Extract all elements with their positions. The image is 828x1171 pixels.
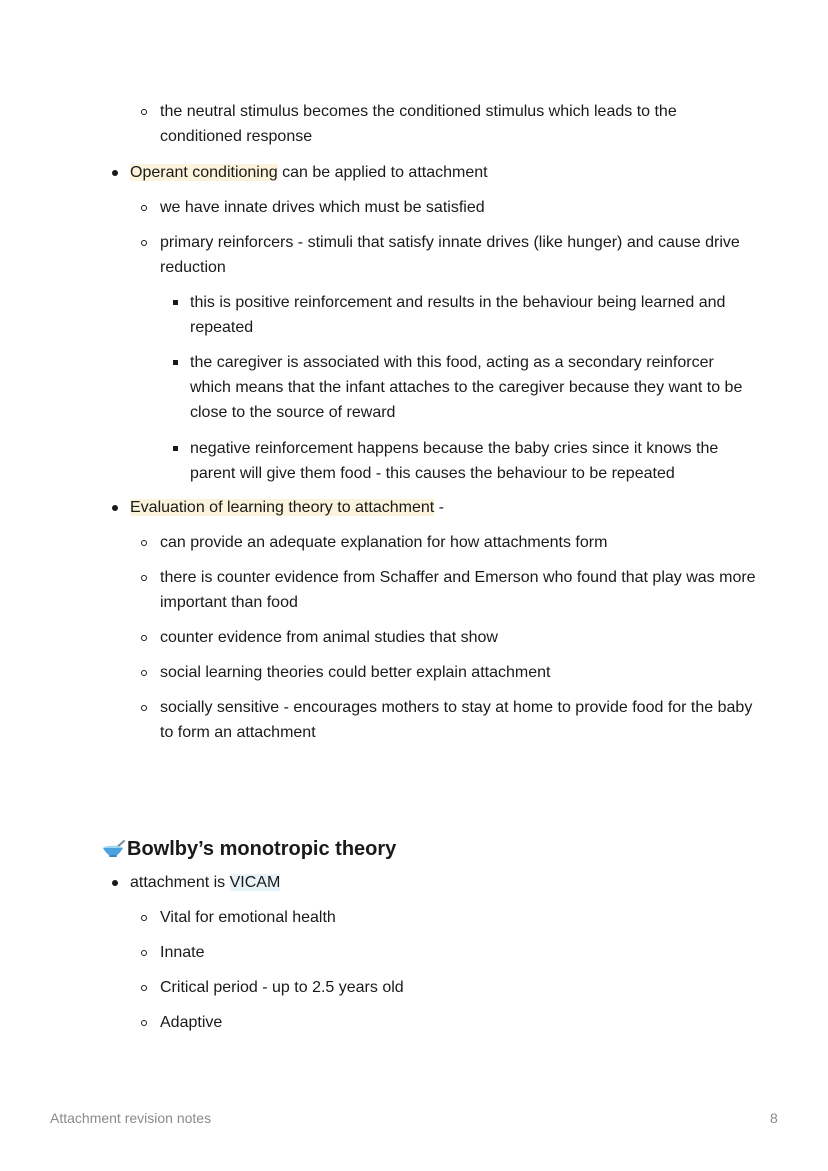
list-item: the caregiver is associated with this food, acting as a secondary reinforcer which means that the infant attaches to the caregiver because they want to be close to the source of reward: [190, 354, 743, 421]
heading-title: Bowlby’s monotropic theory: [127, 838, 397, 860]
circle-bullet-icon: [141, 705, 147, 711]
list-item-text: attachment is: [130, 874, 230, 891]
highlighted-term: Evaluation of learning theory to attachment: [130, 499, 435, 516]
list-item: this is positive reinforcement and results in the behaviour being learned and repeated: [190, 294, 726, 336]
footer-page-number: 8: [770, 1110, 778, 1126]
circle-bullet-icon: [141, 109, 147, 115]
list-item-text: -: [434, 499, 444, 516]
list-item: [130, 495, 770, 520]
circle-bullet-icon: [141, 575, 147, 581]
list-item: [130, 160, 770, 185]
list-item: negative reinforcement happens because the baby cries since it knows the parent will give them food - this causes the behaviour to be repeated: [190, 440, 719, 482]
list-item: there is counter evidence from Schaffer and Emerson who found that play was more important than food: [160, 569, 756, 611]
square-bullet-icon: [173, 300, 178, 305]
disc-bullet-icon: [112, 505, 118, 511]
bowl-spoon-icon: [102, 839, 126, 859]
list-item: the neutral stimulus becomes the conditioned stimulus which leads to the conditioned response: [160, 103, 677, 145]
highlighted-term: Operant conditioning: [130, 164, 278, 181]
disc-bullet-icon: [112, 880, 118, 886]
list-item: Vital for emotional health: [160, 909, 336, 926]
list-item: [130, 870, 770, 895]
list-item: social learning theories could better explain attachment: [160, 664, 551, 681]
circle-bullet-icon: [141, 1020, 147, 1026]
square-bullet-icon: [173, 360, 178, 365]
list-item: Critical period - up to 2.5 years old: [160, 979, 404, 996]
list-item: Adaptive: [160, 1014, 223, 1031]
circle-bullet-icon: [141, 985, 147, 991]
list-item: Innate: [160, 944, 205, 961]
footer-document-title: Attachment revision notes: [50, 1110, 212, 1126]
list-item: we have innate drives which must be satisfied: [160, 199, 485, 216]
circle-bullet-icon: [141, 540, 147, 546]
circle-bullet-icon: [141, 950, 147, 956]
list-item-text: can be applied to attachment: [277, 164, 488, 181]
highlighted-term: VICAM: [229, 874, 281, 891]
disc-bullet-icon: [112, 170, 118, 176]
list-item: can provide an adequate explanation for how attachments form: [160, 534, 608, 551]
circle-bullet-icon: [141, 635, 147, 641]
list-item: primary reinforcers - stimuli that satisfy innate drives (like hunger) and cause drive reduction: [160, 234, 740, 276]
square-bullet-icon: [173, 446, 178, 451]
list-item: socially sensitive - encourages mothers to stay at home to provide food for the baby to form an attachment: [160, 699, 753, 741]
circle-bullet-icon: [141, 915, 147, 921]
circle-bullet-icon: [141, 670, 147, 676]
section-heading: [102, 836, 396, 862]
list-item: counter evidence from animal studies that show: [160, 629, 498, 646]
circle-bullet-icon: [141, 205, 147, 211]
circle-bullet-icon: [141, 240, 147, 246]
